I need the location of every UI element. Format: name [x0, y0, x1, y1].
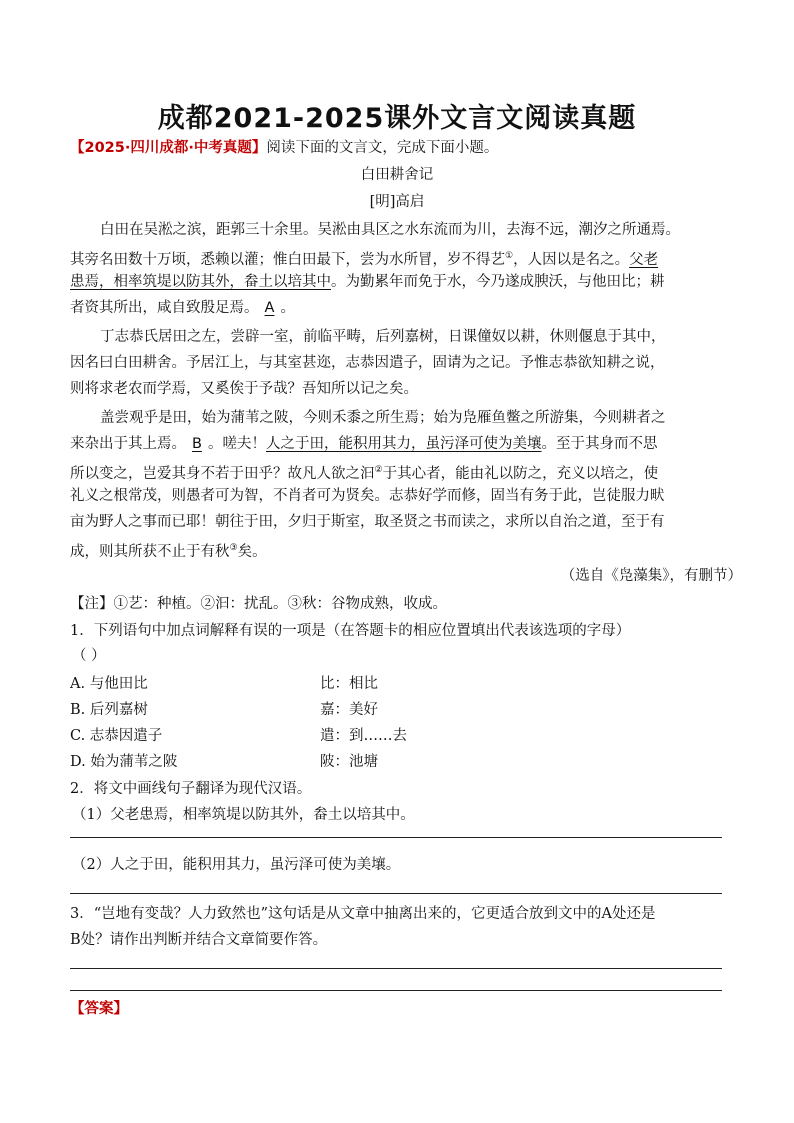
underlined-sentence-1: 父老 — [629, 251, 659, 268]
option-letter: B. — [70, 702, 86, 718]
option-text: 志恭因遣子 — [89, 728, 163, 744]
notes-tag: 【注】 — [70, 596, 114, 612]
p3-line-4: 礼义之根常茂，则愚者可为智，不肖者可为贤矣。志恭好学而修，固当有务于此，岂徒服力畎 — [70, 488, 665, 504]
note-3: ③秋：谷物成熟，收成。 — [287, 596, 447, 612]
p1-line-2 — [70, 246, 658, 270]
article-author: [明]高启 — [369, 194, 425, 210]
p1-text: ，人因以是名之。 — [513, 251, 630, 268]
option-letter: C. — [70, 728, 86, 744]
blank-mark-b: B — [192, 436, 202, 452]
option-text: 与他田比 — [89, 676, 148, 692]
p2-line-1: 丁志恭氏居田之左，尝辟一室，前临平畴，后列嘉树，日课僮奴以耕，休则偃息于其中， — [100, 329, 666, 345]
source-tag: 【2025·四川成都·中考真题】 — [70, 140, 267, 156]
answer-line[interactable] — [70, 837, 722, 838]
article-title: 白田耕舍记 — [360, 167, 434, 183]
p3-text: 成，则其所获不止于有秋 — [70, 543, 230, 560]
blank-mark-a: A — [264, 300, 275, 316]
q2-sentence-1: （1）父老患焉，相率筑堤以防其外，畚土以培其中。 — [72, 807, 415, 823]
p1-text: 。 — [280, 300, 295, 316]
note-marker-1: ① — [505, 251, 514, 261]
answer-line[interactable] — [70, 893, 722, 894]
option-letter: A. — [70, 676, 86, 692]
note-marker-3: ③ — [229, 543, 238, 553]
p3-text: 所以变之，岂爱其身不若于田乎？故凡人欲之汩 — [70, 465, 375, 482]
underlined-sentence-2: 人之于田，能积用其力，虽污泽可使为美壤 — [266, 436, 542, 452]
p1-line-4 — [70, 298, 295, 318]
p3-line-2 — [70, 434, 658, 454]
p3-text: 于其心者，能由礼以防之，充义以培之，使 — [382, 465, 659, 482]
p3-line-5: 亩为野人之事而已耶！朝往于田，夕归于斯室，取圣贤之书而读之，求所以自治之道，至于有 — [70, 514, 665, 530]
p1-line-1: 白田在吴淞之滨，距郭三十余里。吴淞由具区之水东流而为川，去海不远，潮汐之所通焉。 — [100, 222, 680, 238]
p1-text: 其旁名田数十万顷，悉赖以灌；惟白田最下，尝为水所冒，岁不得艺 — [70, 251, 505, 268]
answer-line[interactable] — [70, 968, 722, 969]
intro-text: 阅读下面的文言文，完成下面小题。 — [266, 140, 499, 156]
p3-text: 。嗟夫！ — [208, 436, 266, 452]
q1-option-b — [70, 700, 148, 720]
q1-option-c-gloss: 遣：到……去 — [320, 728, 407, 744]
p2-line-2: 因名曰白田耕舍。予居江上，与其室甚迩，志恭因遣子，固请为之记。予惟志恭欲知耕之说， — [70, 355, 665, 371]
underlined-sentence-1: 患焉，相率筑堤以防其外，畚土以培其中 — [70, 274, 331, 290]
answer-heading: 【答案】 — [70, 1001, 128, 1017]
q1-stem: 1．下列语句中加点词解释有误的一项是（在答题卡的相应位置填出代表该选项的字母） — [70, 623, 631, 639]
note-2: ②汩：扰乱。 — [200, 596, 288, 612]
p1-text: 。为勤累年而免于水，今乃遂成腴沃，与他田比；耕 — [331, 274, 665, 290]
p3-line-3 — [70, 460, 658, 484]
q2-stem: 2．将文中画线句子翻译为现代汉语。 — [70, 781, 312, 797]
intro-line — [70, 138, 498, 158]
q1-option-b-gloss: 嘉：美好 — [320, 702, 378, 718]
q2-sentence-2: （2）人之于田，能积用其力，虽污泽可使为美壤。 — [72, 857, 401, 873]
q1-option-c — [70, 726, 162, 746]
p3-text: 。至于其身而不思 — [541, 436, 658, 452]
p3-text: 来杂出于其上焉。 — [70, 436, 186, 452]
p3-line-1: 盖尝观乎是田，始为蒲苇之陂，今则禾黍之所生焉；始为凫雁鱼鳖之所游集，今则耕者之 — [100, 410, 666, 426]
p1-text: 者资其所出，咸自致殷足焉。 — [70, 300, 259, 316]
article-source: （选自《凫藻集》，有删节） — [560, 568, 742, 584]
option-text: 后列嘉树 — [89, 702, 148, 718]
option-text: 始为蒲苇之陂 — [90, 754, 178, 770]
p1-line-3 — [70, 272, 665, 292]
q1-option-d — [70, 752, 177, 772]
page-title: 成都2021-2025课外文言文阅读真题 — [157, 103, 637, 134]
answer-line[interactable] — [70, 990, 722, 991]
notes-line — [70, 594, 447, 614]
option-letter: D. — [70, 754, 86, 770]
p3-text: 矣。 — [237, 543, 267, 560]
p3-line-6 — [70, 538, 267, 562]
p2-line-3: 则将求老农而学焉，又奚俟于予哉？吾知所以记之矣。 — [70, 381, 418, 397]
note-1: ①艺：种植。 — [113, 596, 201, 612]
q1-option-a — [70, 674, 148, 694]
q3-line-2: B处？请作出判断并结合文章简要作答。 — [70, 932, 328, 948]
q1-option-a-gloss: 比：相比 — [320, 676, 378, 692]
q1-answer-paren: （ ） — [72, 648, 106, 664]
q1-option-d-gloss: 陂：池塘 — [320, 754, 378, 770]
note-marker-2: ② — [374, 465, 383, 475]
q3-line-1: 3．“岂地有变哉？人力致然也”这句话是从文章中抽离出来的，它更适合放到文中的A处还是 — [70, 906, 656, 922]
